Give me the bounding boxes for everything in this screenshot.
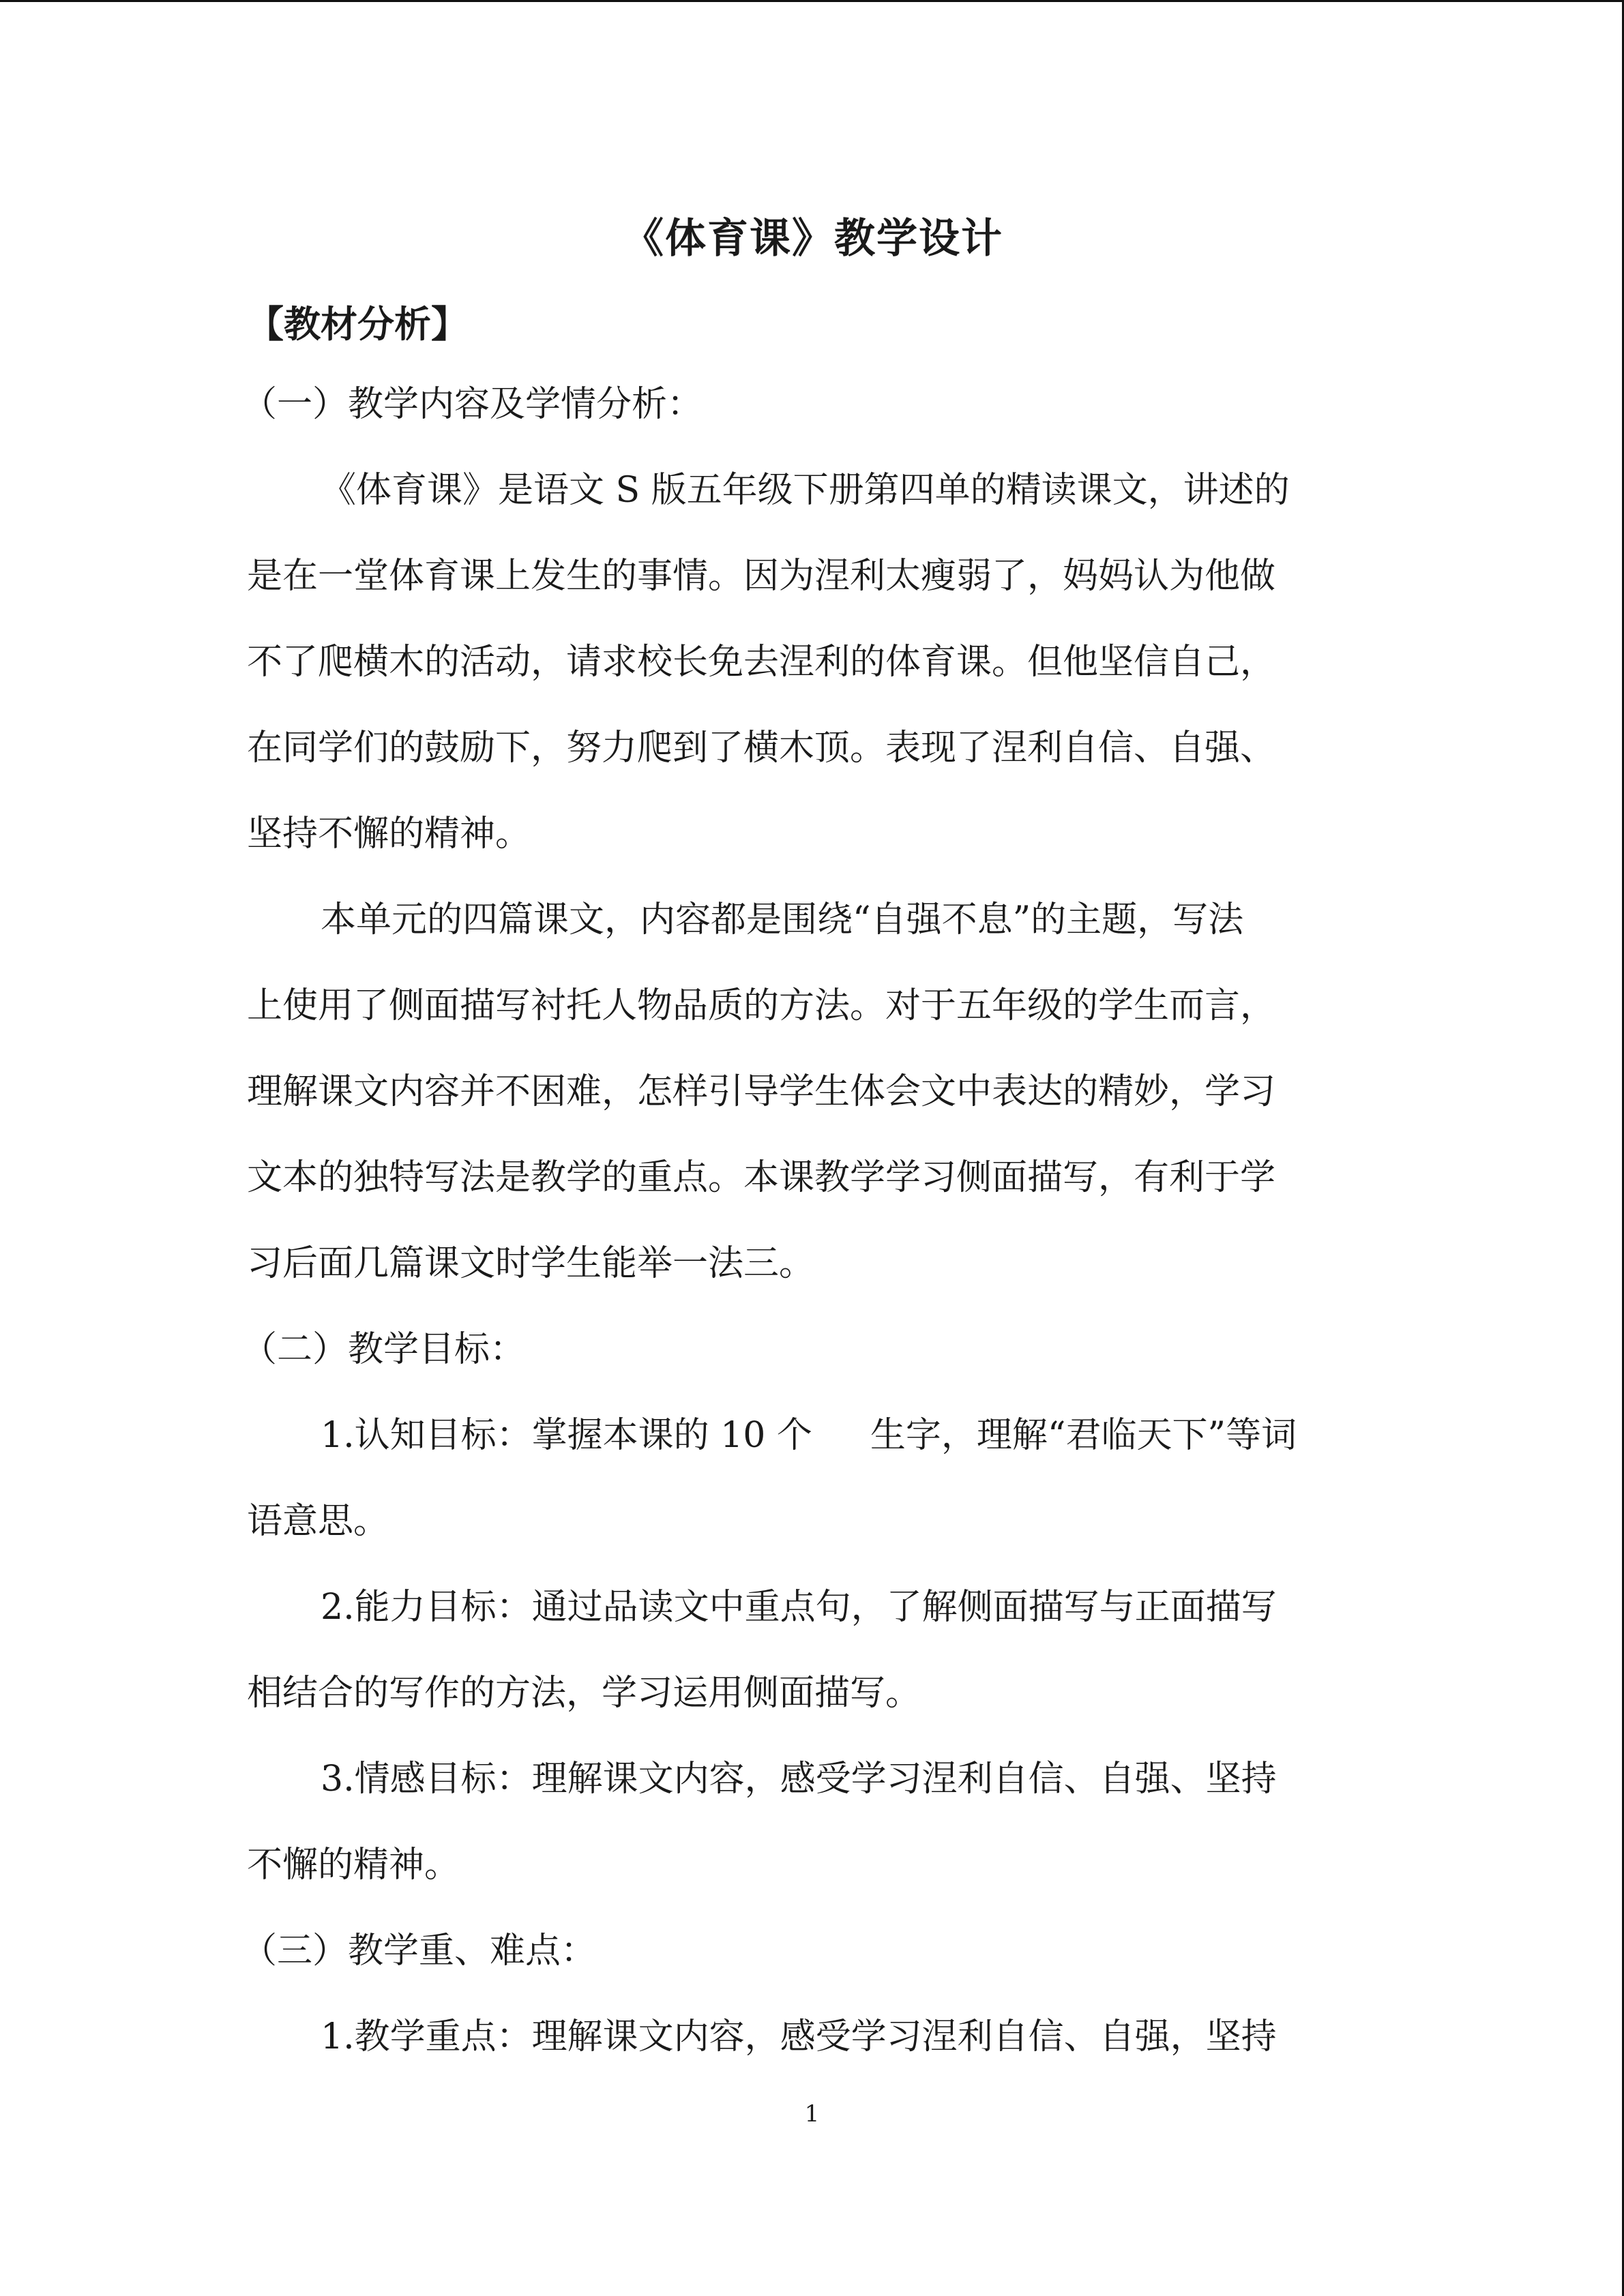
document-title: 《体育课》教学设计 (623, 215, 1003, 263)
paragraph (247, 1994, 1379, 2080)
text-line: 习后面几篇课文时学生能举一法三。 (247, 1243, 815, 1284)
subheading-key-difficult-points: （三）教学重、难点： (241, 1930, 597, 1971)
text-line: 《体育课》是语文 S 版五年级下册第四单的精读课文，讲述的 (321, 470, 1290, 511)
paragraph (247, 877, 1379, 1307)
text-line: 1.认知目标：掌握本课的 10 个 生字，理解“君临天下”等词 (321, 1415, 1297, 1456)
text-line: 上使用了侧面描写衬托人物品质的方法。对于五年级的学生而言， (247, 985, 1276, 1026)
subheading-content-analysis: （一）教学内容及学情分析： (241, 384, 703, 425)
text-line: 相结合的写作的方法，学习运用侧面描写。 (247, 1673, 921, 1714)
text-line: 2.能力目标：通过品读文中重点句，了解侧面描写与正面描写 (321, 1587, 1277, 1628)
text-line: 语意思。 (247, 1501, 389, 1542)
section-heading: 【教材分析】 (247, 302, 468, 346)
paragraph (247, 1736, 1379, 1908)
paragraph (247, 1564, 1379, 1736)
document-page (241, 205, 1379, 2080)
text-line: 本单元的四篇课文，内容都是围绕“自强不息”的主题，写法 (321, 899, 1244, 940)
page-number: 1 (804, 2100, 820, 2128)
text-line: 不懈的精神。 (247, 1845, 460, 1885)
paragraph (247, 1392, 1379, 1564)
text-line: 理解课文内容并不困难，怎样引导学生体会文中表达的精妙，学习 (247, 1071, 1276, 1112)
text-line: 3.情感目标：理解课文内容，感受学习涅利自信、自强、坚持 (321, 1759, 1277, 1800)
text-line: 坚持不懈的精神。 (247, 814, 531, 854)
text-line: 不了爬横木的活动，请求校长免去涅利的体育课。但他坚信自己， (247, 642, 1276, 683)
text-line: 在同学们的鼓励下，努力爬到了横木顶。表现了涅利自信、自强、 (247, 728, 1276, 769)
top-border (0, 0, 1624, 2)
subheading-teaching-objectives: （二）教学目标： (241, 1329, 526, 1370)
paragraph (247, 447, 1379, 877)
text-line: 文本的独特写法是教学的重点。本课教学学习侧面描写，有利于学 (247, 1157, 1276, 1198)
text-line: 是在一堂体育课上发生的事情。因为涅利太瘦弱了，妈妈认为他做 (247, 556, 1276, 597)
text-line: 1.教学重点：理解课文内容，感受学习涅利自信、自强，坚持 (321, 2016, 1277, 2057)
